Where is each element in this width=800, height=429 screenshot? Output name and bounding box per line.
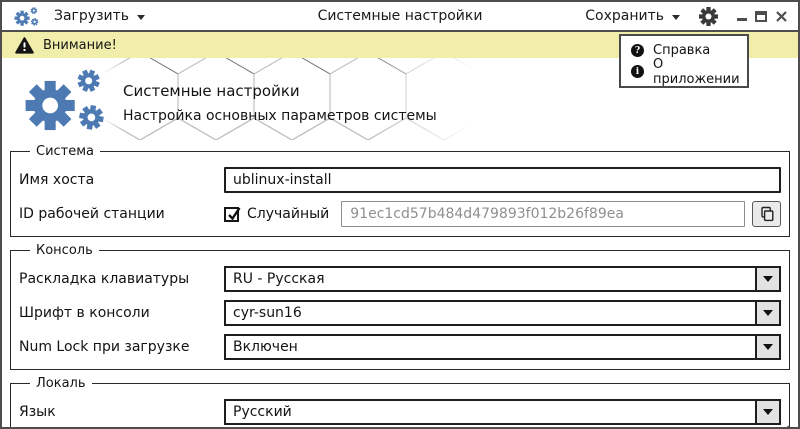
close-icon (775, 10, 788, 23)
save-button[interactable] (585, 8, 680, 24)
page-title: Системные настройки (123, 82, 300, 100)
language-value: Русский (233, 404, 292, 420)
copy-icon (759, 206, 775, 222)
load-button[interactable] (54, 8, 145, 24)
keyboard-layout-value: RU - Русская (233, 271, 325, 287)
numlock-row (19, 334, 781, 360)
random-checkbox-group[interactable] (224, 206, 329, 222)
hostname-input[interactable] (224, 167, 781, 193)
keyboard-layout-select[interactable] (224, 266, 781, 292)
workstation-id-input[interactable] (341, 201, 745, 227)
chevron-down-icon (137, 15, 145, 20)
resize-grip[interactable] (776, 424, 791, 429)
language-label: Язык (19, 404, 56, 420)
menu-item-about[interactable] (621, 56, 747, 87)
chevron-down-icon (763, 344, 773, 350)
hostname-row (19, 167, 781, 193)
window-title: Системные настройки (317, 8, 483, 24)
settings-menu (619, 34, 749, 88)
section-console-legend: Консоль (36, 243, 93, 258)
numlock-label: Num Lock при загрузке (19, 339, 190, 355)
chevron-down-icon (763, 310, 773, 316)
workstation-id-row (19, 201, 781, 227)
section-locale (10, 376, 790, 429)
language-select[interactable] (224, 399, 781, 425)
dropdown-button[interactable] (755, 336, 779, 358)
info-circle-icon: i (631, 65, 644, 78)
menu-item-help-label: Справка (653, 43, 711, 58)
load-button-label: Загрузить (54, 8, 130, 24)
section-console (10, 243, 790, 370)
chevron-down-icon (763, 409, 773, 415)
settings-gear-button[interactable] (699, 7, 718, 26)
console-font-value: cyr-sun16 (233, 305, 302, 321)
minimize-button[interactable] (737, 18, 747, 21)
window-controls (737, 10, 788, 23)
menu-item-about-label: О приложении (653, 56, 740, 87)
dropdown-button[interactable] (755, 268, 779, 290)
save-button-label: Сохранить (585, 8, 664, 24)
console-font-select[interactable] (224, 300, 781, 326)
console-font-row (19, 300, 781, 326)
help-circle-icon: ? (631, 44, 644, 57)
checkmark-icon (226, 206, 241, 221)
gears-logo-icon (15, 67, 111, 133)
section-system (10, 144, 790, 237)
close-button[interactable] (775, 10, 788, 23)
app-gears-logo-icon (12, 6, 40, 27)
warning-banner-text: Внимание! (43, 37, 117, 53)
language-row (19, 399, 781, 425)
dropdown-button[interactable] (755, 401, 779, 423)
title-bar (2, 2, 798, 32)
copy-button[interactable] (752, 201, 781, 227)
page-subtitle: Настройка основных параметров системы (123, 108, 437, 124)
warning-icon (15, 37, 34, 54)
random-checkbox[interactable] (224, 207, 239, 222)
hostname-label: Имя хоста (19, 172, 95, 188)
section-locale-legend: Локаль (36, 376, 86, 391)
chevron-down-icon (672, 15, 680, 20)
workstation-id-label: ID рабочей станции (19, 206, 165, 222)
numlock-value: Включен (233, 339, 298, 355)
numlock-select[interactable] (224, 334, 781, 360)
console-font-label: Шрифт в консоли (19, 305, 150, 321)
keyboard-layout-label: Раскладка клавиатуры (19, 271, 190, 287)
dropdown-button[interactable] (755, 302, 779, 324)
chevron-down-icon (763, 276, 773, 282)
keyboard-layout-row (19, 266, 781, 292)
section-system-legend: Система (36, 144, 95, 159)
random-checkbox-label[interactable]: Случайный (247, 206, 330, 222)
maximize-button[interactable] (755, 11, 767, 22)
